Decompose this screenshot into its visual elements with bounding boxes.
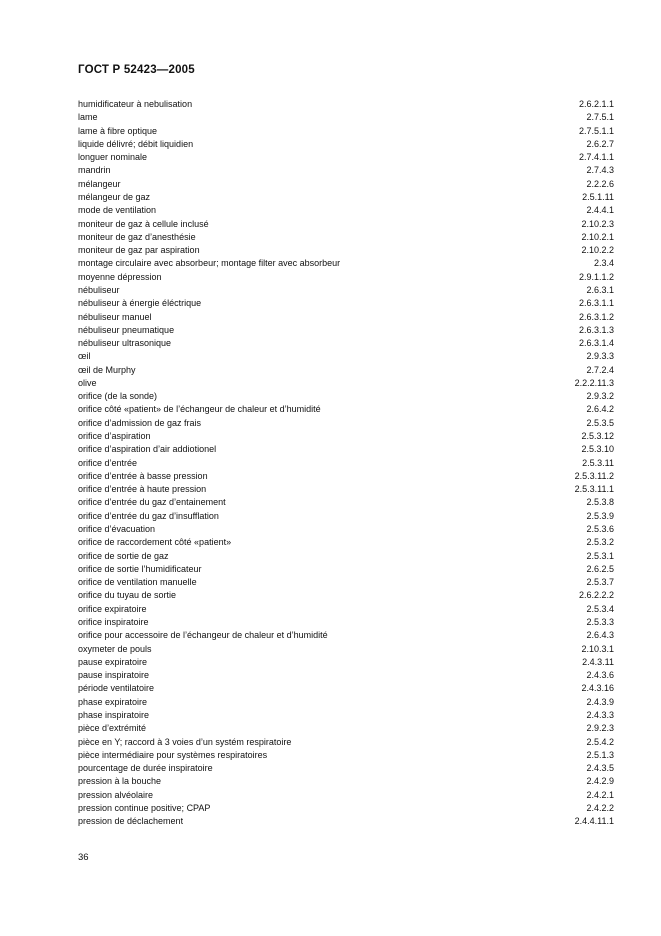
index-ref: 2.10.3.1 <box>581 643 614 654</box>
index-ref: 2.5.3.9 <box>586 510 614 521</box>
index-ref: 2.5.3.10 <box>581 444 614 455</box>
index-term: nébuliseur manuel <box>78 311 152 322</box>
index-term: pause expiratoire <box>78 656 148 667</box>
index-ref: 2.4.3.5 <box>586 763 614 774</box>
index-term: orifice d’aspiration d’air addiotionel <box>78 444 217 455</box>
index-term: orifice expiratoire <box>78 603 147 614</box>
index-ref: 2.4.3.3 <box>586 709 614 720</box>
index-entry <box>78 377 614 390</box>
index-term: nébuliseur <box>78 284 120 295</box>
index-entry <box>78 576 614 589</box>
index-term: orifice d’aspiration <box>78 431 151 442</box>
index-entry <box>78 284 614 297</box>
index-entry <box>78 762 614 775</box>
page-number: 36 <box>78 852 89 863</box>
index-ref: 2.4.2.1 <box>586 789 614 800</box>
index-ref: 2.9.1.1.2 <box>578 271 614 282</box>
index-term: oxymeter de pouls <box>78 643 152 654</box>
index-ref: 2.5.3.4 <box>586 603 614 614</box>
index-entry <box>78 669 614 682</box>
index-entry <box>78 151 614 164</box>
index-term: orifice d’admission de gaz frais <box>78 417 202 428</box>
index-entry <box>78 722 614 735</box>
index-entry <box>78 125 614 138</box>
index-ref: 2.4.3.11 <box>582 656 614 667</box>
index-entry <box>78 643 614 656</box>
index-entry <box>78 536 614 549</box>
index-ref: 2.5.3.6 <box>586 524 614 534</box>
index-term: olive <box>78 377 97 388</box>
index-entry <box>78 789 614 802</box>
index-entry <box>78 417 614 430</box>
index-term: pression à la bouche <box>78 776 162 787</box>
index-entry <box>78 297 614 310</box>
index-entry <box>78 749 614 762</box>
index-ref: 2.7.5.1.1 <box>578 125 614 136</box>
index-term: orifice d’entrée du gaz d’insufflation <box>78 510 219 521</box>
index-ref: 2.6.3.1.1 <box>578 298 614 309</box>
index-term: pression de déclachement <box>78 816 184 827</box>
index-ref: 2.7.4.1.1 <box>578 152 614 163</box>
index-ref: 2.7.2.4 <box>586 364 614 375</box>
index-ref: 2.7.5.1 <box>586 112 614 123</box>
index-ref: 2.5.3.12 <box>581 431 614 442</box>
index-entry <box>78 470 614 483</box>
index-entry <box>78 815 614 828</box>
index-ref: 2.6.2.5 <box>586 563 614 574</box>
index-term: période ventilatoire <box>78 683 155 694</box>
index-ref: 2.5.4.2 <box>586 736 614 747</box>
index-entry <box>78 324 614 337</box>
term-index-list <box>78 98 614 828</box>
index-entry <box>78 709 614 722</box>
index-term: orifice d’entrée à haute pression <box>78 484 207 495</box>
index-ref: 2.4.3.9 <box>586 696 614 707</box>
index-term: lame <box>78 112 98 123</box>
index-entry <box>78 802 614 815</box>
index-ref: 2.2.2.11.3 <box>574 377 614 388</box>
index-ref: 2.5.3.11.1 <box>574 484 614 495</box>
index-entry <box>78 457 614 470</box>
index-term: pièce en Y; raccord à 3 voies d’un systém respiratoire <box>78 736 292 747</box>
index-term: nébuliseur à énergie éléctrique <box>78 298 202 309</box>
index-term: mélangeur de gaz <box>78 191 151 202</box>
index-entry <box>78 164 614 177</box>
index-entry <box>78 696 614 709</box>
index-ref: 2.5.1.11 <box>582 191 614 202</box>
index-term: humidificateur à nebulisation <box>78 99 193 109</box>
index-ref: 2.4.3.6 <box>586 670 614 681</box>
index-term: moniteur de gaz d’anesthésie <box>78 231 196 242</box>
index-term: œil de Murphy <box>78 364 136 375</box>
index-ref: 2.5.1.3 <box>586 749 614 760</box>
index-ref: 2.5.3.11 <box>582 457 614 468</box>
index-entry <box>78 350 614 363</box>
index-entry <box>78 656 614 669</box>
index-ref: 2.5.3.7 <box>586 577 614 588</box>
index-ref: 2.3.4 <box>593 258 614 269</box>
index-term: pression alvéolaire <box>78 789 154 800</box>
index-term: nébuliseur pneumatique <box>78 324 175 335</box>
index-term: orifice inspiratoire <box>78 616 149 627</box>
index-ref: 2.5.3.8 <box>586 497 614 508</box>
index-term: pression continue positive; CPAP <box>78 802 211 813</box>
index-ref: 2.6.3.1.2 <box>578 311 614 322</box>
index-ref: 2.6.4.2 <box>586 404 614 415</box>
index-ref: 2.5.3.1 <box>586 550 614 561</box>
index-ref: 2.2.2.6 <box>586 178 614 189</box>
index-ref: 2.5.3.11.2 <box>574 470 614 481</box>
index-entry <box>78 523 614 536</box>
index-term: nébuliseur ultrasonique <box>78 338 172 349</box>
index-entry <box>78 496 614 509</box>
index-ref: 2.10.2.3 <box>581 218 614 229</box>
index-term: pièce d’extrémité <box>78 723 147 734</box>
index-entry <box>78 736 614 749</box>
index-term: orifice du tuyau de sortie <box>78 590 177 601</box>
index-ref: 2.10.2.1 <box>581 231 614 242</box>
index-term: orifice de sortie de gaz <box>78 550 169 561</box>
index-ref: 2.6.2.2.2 <box>578 590 614 601</box>
index-term: liquide délivré; débit liquidien <box>78 138 194 149</box>
index-entry <box>78 138 614 151</box>
index-entry <box>78 510 614 523</box>
index-entry <box>78 603 614 616</box>
index-entry <box>78 311 614 324</box>
index-term: moniteur de gaz à cellule inclusé <box>78 218 209 229</box>
index-ref: 2.4.2.2 <box>586 802 614 813</box>
index-entry <box>78 589 614 602</box>
index-term: orifice côté «patient» de l’échangeur de chaleur et d’humidité <box>78 404 321 415</box>
index-ref: 2.4.2.9 <box>586 776 614 787</box>
index-entry <box>78 629 614 642</box>
index-ref: 2.5.3.3 <box>586 616 614 627</box>
index-entry <box>78 430 614 443</box>
index-term: orifice d’entrée du gaz d’entainement <box>78 497 226 508</box>
index-ref: 2.10.2.2 <box>581 245 614 256</box>
index-entry <box>78 98 614 111</box>
index-term: phase inspiratoire <box>78 709 150 720</box>
index-term: orifice de sortie l’humidificateur <box>78 563 202 574</box>
index-entry <box>78 483 614 496</box>
index-ref: 2.6.3.1 <box>586 284 614 295</box>
index-ref: 2.5.3.5 <box>586 417 614 428</box>
index-entry <box>78 244 614 257</box>
index-term: pourcentage de durée inspiratoire <box>78 763 213 774</box>
index-term: orifice d’évacuation <box>78 524 156 534</box>
index-term: mode de ventilation <box>78 205 157 216</box>
index-entry <box>78 682 614 695</box>
index-entry <box>78 550 614 563</box>
index-term: pièce intermédiaire pour systèmes respiratoires <box>78 749 268 760</box>
index-ref: 2.9.3.2 <box>586 391 614 402</box>
index-entry <box>78 204 614 217</box>
index-term: mélangeur <box>78 178 121 189</box>
index-ref: 2.5.3.2 <box>586 537 614 548</box>
index-term: orifice de ventilation manuelle <box>78 577 197 588</box>
index-entry <box>78 191 614 204</box>
index-ref: 2.9.2.3 <box>586 723 614 734</box>
index-entry <box>78 218 614 231</box>
index-entry <box>78 775 614 788</box>
index-entry <box>78 616 614 629</box>
index-ref: 2.6.2.1.1 <box>578 99 614 109</box>
index-term: lame à fibre optique <box>78 125 158 136</box>
index-entry <box>78 403 614 416</box>
index-entry <box>78 443 614 456</box>
index-ref: 2.6.4.3 <box>586 630 614 641</box>
index-term: orifice (de la sonde) <box>78 391 158 402</box>
page-header: ГОСТ Р 52423—2005 <box>78 64 195 76</box>
index-ref: 2.6.3.1.3 <box>578 324 614 335</box>
index-ref: 2.4.3.16 <box>581 683 614 694</box>
index-ref: 2.6.2.7 <box>586 138 614 149</box>
index-term: montage circulaire avec absorbeur; montage filter avec absorbeur <box>78 258 341 269</box>
index-term: moniteur de gaz par aspiration <box>78 245 200 256</box>
index-ref: 2.4.4.1 <box>586 205 614 216</box>
index-ref: 2.9.3.3 <box>586 351 614 362</box>
index-entry <box>78 111 614 124</box>
index-term: longuer nominale <box>78 152 148 163</box>
index-entry <box>78 271 614 284</box>
index-entry <box>78 364 614 377</box>
index-entry <box>78 563 614 576</box>
index-term: œil <box>78 351 91 362</box>
index-term: phase expiratoire <box>78 696 148 707</box>
index-term: mandrin <box>78 165 111 176</box>
index-ref: 2.6.3.1.4 <box>578 338 614 349</box>
index-entry <box>78 257 614 270</box>
index-term: moyenne dépression <box>78 271 162 282</box>
index-ref: 2.4.4.11.1 <box>574 816 614 827</box>
index-term: orifice pour accessoire de l’échangeur de chaleur et d’humidité <box>78 630 328 641</box>
index-entry <box>78 337 614 350</box>
index-term: pause inspiratoire <box>78 670 150 681</box>
index-term: orifice d’entrée <box>78 457 138 468</box>
index-term: orifice de raccordement côté «patient» <box>78 537 232 548</box>
index-entry <box>78 231 614 244</box>
index-ref: 2.7.4.3 <box>586 165 614 176</box>
index-term: orifice d’entrée à basse pression <box>78 470 208 481</box>
index-entry <box>78 390 614 403</box>
index-entry <box>78 178 614 191</box>
